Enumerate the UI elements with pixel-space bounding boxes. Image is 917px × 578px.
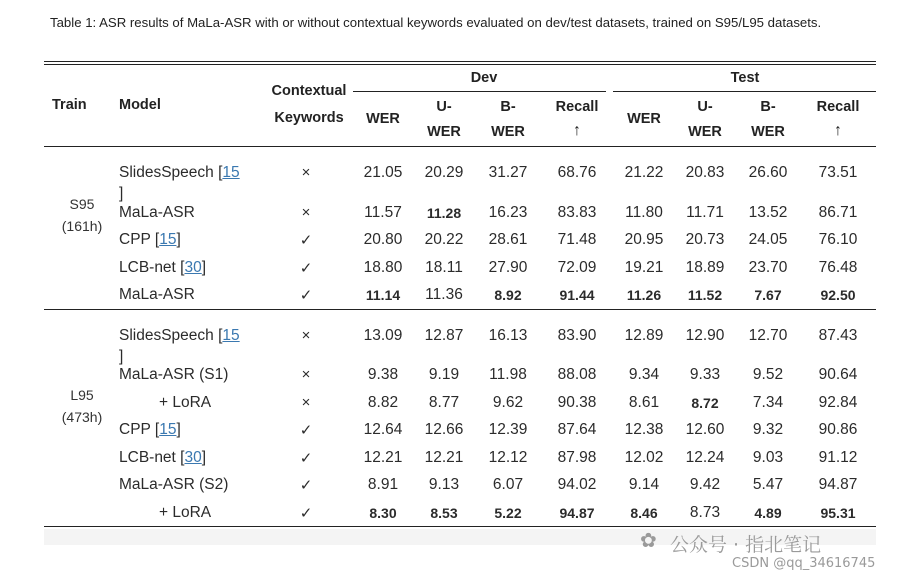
- watermark-main: 公众号 · 指北笔记: [670, 534, 822, 556]
- keywords-check-icon: ✓: [299, 232, 313, 249]
- value-cell: 7.67: [754, 287, 782, 303]
- value-cell: 90.64: [818, 366, 858, 383]
- citation-bracket: ]: [176, 231, 181, 248]
- value-cell: 94.87: [559, 505, 595, 521]
- value-cell: 12.38: [624, 421, 664, 438]
- table-caption: Table 1: ASR results of MaLa-ASR with or without contextual keywords evaluated on dev/test datasets, trained on S95/L95 datasets.: [50, 15, 822, 30]
- value-cell: 9.42: [689, 476, 721, 493]
- value-cell: 20.22: [424, 231, 464, 248]
- header-rule: [44, 146, 876, 147]
- value-cell: 92.84: [818, 394, 858, 411]
- header-contextual: Contextual: [271, 83, 347, 99]
- value-cell: 71.48: [557, 231, 597, 248]
- value-cell: 12.87: [424, 327, 464, 344]
- value-cell: 91.44: [559, 287, 595, 303]
- value-cell: 27.90: [488, 259, 528, 276]
- value-cell: 20.80: [363, 231, 403, 248]
- header-dev-bwer-1: B-: [500, 99, 516, 115]
- value-cell: 8.73: [689, 504, 721, 521]
- header-train: Train: [52, 97, 87, 113]
- keywords-check-icon: ✓: [299, 477, 313, 494]
- value-cell: 8.30: [369, 505, 397, 521]
- value-cell: 16.23: [488, 204, 528, 221]
- group-s95-hours: (161h): [61, 218, 103, 234]
- value-cell: 6.07: [492, 476, 524, 493]
- keywords-cross-icon: ×: [301, 394, 311, 411]
- citation-bracket: ]: [176, 421, 181, 438]
- value-cell: 12.02: [624, 449, 664, 466]
- value-cell: 9.14: [628, 476, 660, 493]
- model-label: MaLa-ASR (S1): [119, 366, 229, 383]
- value-cell: 12.89: [624, 327, 664, 344]
- header-dev-recall-arrow: ↑: [573, 122, 581, 139]
- value-cell: 87.64: [557, 421, 597, 438]
- model-name: [119, 421, 181, 439]
- header-test: Test: [730, 70, 760, 86]
- value-cell: 9.13: [428, 476, 460, 493]
- dev-underline: [353, 91, 606, 92]
- header-test-bwer-2: WER: [751, 124, 785, 140]
- value-cell: 76.48: [818, 259, 858, 276]
- value-cell: 12.24: [685, 449, 725, 466]
- value-cell: 92.50: [820, 287, 856, 303]
- value-cell: 11.28: [426, 205, 462, 221]
- value-cell: 11.71: [686, 204, 724, 221]
- header-model: Model: [119, 97, 161, 113]
- value-cell: 12.21: [363, 449, 403, 466]
- value-cell: 7.34: [752, 394, 784, 411]
- model-label: MaLa-ASR (S2): [119, 476, 229, 493]
- group-l95-hours: (473h): [61, 409, 103, 425]
- value-cell: 13.52: [748, 204, 788, 221]
- keywords-check-icon: ✓: [299, 260, 313, 277]
- value-cell: 20.83: [685, 164, 725, 181]
- watermark-logo-icon: ✿: [640, 528, 657, 552]
- group-rule: [44, 309, 876, 310]
- value-cell: 90.38: [557, 394, 597, 411]
- group-s95: [62, 193, 102, 237]
- model-name: [119, 259, 206, 277]
- group-l95: [62, 384, 102, 428]
- header-dev: Dev: [470, 70, 498, 86]
- value-cell: 12.70: [748, 327, 788, 344]
- value-cell: 86.71: [818, 204, 858, 221]
- value-cell: 8.46: [630, 505, 658, 521]
- header-test-uwer-2: WER: [688, 124, 722, 140]
- model-name: [119, 476, 228, 494]
- value-cell: 13.09: [363, 327, 403, 344]
- value-cell: 8.72: [691, 395, 719, 411]
- value-cell: 95.31: [820, 505, 856, 521]
- model-name: [119, 204, 195, 222]
- model-label: + LoRA: [159, 504, 212, 521]
- value-cell: 11.14: [365, 287, 401, 303]
- citation-link[interactable]: 15: [222, 164, 240, 181]
- value-cell: 5.22: [494, 505, 522, 521]
- value-cell: 9.34: [628, 366, 660, 383]
- value-cell: 19.21: [624, 259, 664, 276]
- value-cell: 83.83: [557, 204, 597, 221]
- model-label: LCB-net [: [119, 259, 185, 276]
- value-cell: 8.91: [367, 476, 399, 493]
- header-dev-recall: Recall: [555, 99, 599, 115]
- value-cell: 11.36: [425, 286, 463, 303]
- value-cell: 11.80: [625, 204, 663, 221]
- citation-link[interactable]: 15: [159, 421, 177, 438]
- value-cell: 12.39: [488, 421, 528, 438]
- citation-bracket: ]: [201, 449, 207, 466]
- value-cell: 18.89: [685, 259, 725, 276]
- value-cell: 9.03: [752, 449, 784, 466]
- value-cell: 5.47: [752, 476, 784, 493]
- model-label: MaLa-ASR: [119, 286, 195, 303]
- top-rule: [44, 61, 876, 62]
- value-cell: 94.02: [557, 476, 597, 493]
- model-label: + LoRA: [159, 394, 212, 411]
- value-cell: 20.29: [424, 164, 464, 181]
- value-cell: 8.82: [367, 394, 399, 411]
- value-cell: 9.38: [367, 366, 399, 383]
- value-cell: 16.13: [488, 327, 528, 344]
- model-label: SlidesSpeech [: [119, 164, 223, 181]
- bottom-rule: [44, 526, 876, 527]
- header-test-uwer-1: U-: [697, 99, 713, 115]
- value-cell: 8.53: [430, 505, 458, 521]
- keywords-cross-icon: ×: [301, 366, 311, 383]
- model-name: [159, 394, 211, 412]
- value-cell: 18.11: [425, 259, 463, 276]
- keywords-cross-icon: ×: [301, 204, 311, 221]
- value-cell: 18.80: [363, 259, 403, 276]
- model-name: [119, 286, 195, 304]
- header-keywords: Keywords: [274, 110, 344, 126]
- value-cell: 12.66: [424, 421, 464, 438]
- value-cell: 72.09: [557, 259, 597, 276]
- model-name: [159, 504, 211, 522]
- watermark-sub: CSDN @qq_34616745: [732, 556, 876, 571]
- value-cell: 8.92: [494, 287, 522, 303]
- keywords-check-icon: ✓: [299, 287, 313, 304]
- value-cell: 28.61: [488, 231, 528, 248]
- value-cell: 87.98: [557, 449, 597, 466]
- model-label: MaLa-ASR: [119, 204, 195, 221]
- test-underline: [613, 91, 876, 92]
- model-label: SlidesSpeech [: [119, 327, 223, 344]
- value-cell: 11.98: [489, 366, 527, 383]
- value-cell: 12.64: [363, 421, 403, 438]
- citation-link[interactable]: 30: [184, 449, 202, 466]
- header-test-recall: Recall: [816, 99, 860, 115]
- value-cell: 4.89: [754, 505, 782, 521]
- value-cell: 9.19: [428, 366, 460, 383]
- citation-link[interactable]: 15: [159, 231, 177, 248]
- header-dev-bwer-2: WER: [491, 124, 525, 140]
- value-cell: 12.12: [488, 449, 528, 466]
- value-cell: 11.57: [364, 204, 402, 221]
- header-dev-uwer-2: WER: [427, 124, 461, 140]
- header-test-wer: WER: [627, 111, 661, 127]
- value-cell: 76.10: [818, 231, 858, 248]
- header-test-bwer-1: B-: [760, 99, 776, 115]
- header-dev-uwer-1: U-: [436, 99, 452, 115]
- header-dev-wer: WER: [366, 111, 400, 127]
- value-cell: 9.33: [689, 366, 721, 383]
- value-cell: 9.62: [492, 394, 524, 411]
- value-cell: 23.70: [748, 259, 788, 276]
- citation-bracket: ]: [201, 259, 207, 276]
- value-cell: 83.90: [557, 327, 597, 344]
- value-cell: 11.52: [687, 287, 723, 303]
- value-cell: 87.43: [818, 327, 858, 344]
- model-label: LCB-net [: [119, 449, 185, 466]
- model-name: [119, 449, 206, 467]
- citation-link[interactable]: 30: [184, 259, 202, 276]
- model-name: [119, 231, 181, 249]
- header-test-recall-arrow: ↑: [834, 122, 842, 139]
- group-s95-name: S95: [69, 196, 95, 212]
- value-cell: 9.32: [752, 421, 784, 438]
- value-cell: 24.05: [748, 231, 788, 248]
- model-name: [119, 327, 240, 345]
- keywords-cross-icon: ×: [301, 164, 311, 181]
- value-cell: 21.05: [363, 164, 403, 181]
- value-cell: 12.90: [685, 327, 725, 344]
- value-cell: 9.52: [752, 366, 784, 383]
- keywords-check-icon: ✓: [299, 422, 313, 439]
- value-cell: 8.61: [628, 394, 660, 411]
- value-cell: 12.60: [685, 421, 725, 438]
- citation-bracket-wrapped: ]: [119, 348, 124, 365]
- value-cell: 88.08: [557, 366, 597, 383]
- keywords-cross-icon: ×: [301, 327, 311, 344]
- value-cell: 8.77: [428, 394, 460, 411]
- value-cell: 11.26: [626, 287, 662, 303]
- citation-link[interactable]: 15: [222, 327, 240, 344]
- value-cell: 20.95: [624, 231, 664, 248]
- value-cell: 73.51: [818, 164, 858, 181]
- value-cell: 90.86: [818, 421, 858, 438]
- model-name: [119, 164, 240, 182]
- value-cell: 12.21: [424, 449, 464, 466]
- citation-bracket-wrapped: ]: [119, 185, 124, 202]
- model-label: CPP [: [119, 421, 160, 438]
- value-cell: 20.73: [685, 231, 725, 248]
- value-cell: 68.76: [557, 164, 597, 181]
- value-cell: 31.27: [488, 164, 528, 181]
- model-label: CPP [: [119, 231, 160, 248]
- group-l95-name: L95: [70, 387, 94, 403]
- top-rule-2: [44, 64, 876, 65]
- value-cell: 21.22: [624, 164, 664, 181]
- keywords-check-icon: ✓: [299, 450, 313, 467]
- value-cell: 91.12: [818, 449, 858, 466]
- keywords-check-icon: ✓: [299, 505, 313, 522]
- value-cell: 26.60: [748, 164, 788, 181]
- value-cell: 94.87: [818, 476, 858, 493]
- model-name: [119, 366, 228, 384]
